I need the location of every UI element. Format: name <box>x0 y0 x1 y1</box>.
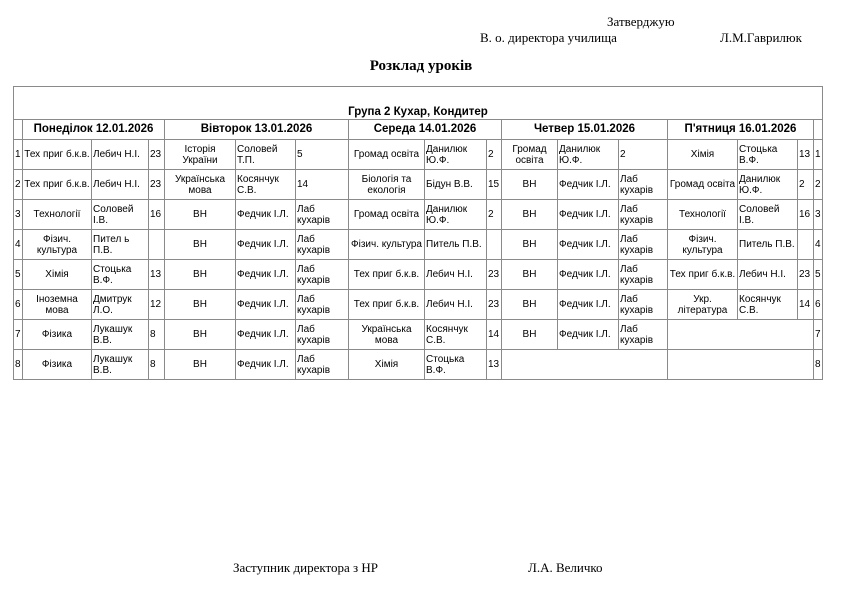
subject-monday: Фізика <box>23 350 92 380</box>
table-row <box>14 230 823 260</box>
subject-thursday: Громад освіта <box>502 140 558 170</box>
subject-wednesday: Громад освіта <box>349 200 425 230</box>
teacher-wednesday: Лебич Н.І. <box>425 260 487 290</box>
subject-friday: Технології <box>668 200 738 230</box>
room-monday: 16 <box>149 200 165 230</box>
subject-friday: Фізич. культура <box>668 230 738 260</box>
room-monday <box>149 230 165 260</box>
table-row <box>14 320 823 350</box>
table-row <box>14 350 823 380</box>
empty-cell-friday <box>668 320 814 350</box>
subject-monday: Фізич. культура <box>23 230 92 260</box>
subject-tuesday: ВН <box>165 260 236 290</box>
schedule-table <box>13 86 823 380</box>
teacher-thursday: Федчик І.Л. <box>558 290 619 320</box>
teacher-wednesday: Данилюк Ю.Ф. <box>425 200 487 230</box>
lesson-number: 4 <box>14 230 23 260</box>
room-monday: 23 <box>149 140 165 170</box>
teacher-monday: Соловей І.В. <box>92 200 149 230</box>
teacher-friday: Стоцька В.Ф. <box>738 140 798 170</box>
teacher-friday: Соловей І.В. <box>738 200 798 230</box>
day-header-spacer-right <box>814 120 823 140</box>
room-tuesday: 14 <box>296 170 349 200</box>
room-wednesday: 13 <box>487 350 502 380</box>
room-tuesday: Лаб кухарів <box>296 320 349 350</box>
teacher-tuesday: Федчик І.Л. <box>236 230 296 260</box>
teacher-thursday: Федчик І.Л. <box>558 260 619 290</box>
subject-thursday: ВН <box>502 320 558 350</box>
room-tuesday: Лаб кухарів <box>296 230 349 260</box>
room-wednesday <box>487 230 502 260</box>
subject-monday: Фізика <box>23 320 92 350</box>
room-thursday: 2 <box>619 140 668 170</box>
subject-thursday: ВН <box>502 260 558 290</box>
subject-wednesday: Біологія та екологія <box>349 170 425 200</box>
lesson-number-right: 2 <box>814 170 823 200</box>
day-header-monday: Понеділок 12.01.2026 <box>23 120 165 140</box>
table-row <box>14 140 823 170</box>
teacher-tuesday: Соловей Т.П. <box>236 140 296 170</box>
subject-wednesday: Тех приг б.к.в. <box>349 290 425 320</box>
teacher-wednesday: Стоцька В.Ф. <box>425 350 487 380</box>
teacher-friday: Лебич Н.І. <box>738 260 798 290</box>
teacher-monday: Стоцька В.Ф. <box>92 260 149 290</box>
teacher-monday: Дмитрук Л.О. <box>92 290 149 320</box>
teacher-monday: Лукашук В.В. <box>92 350 149 380</box>
teacher-monday: Лукашук В.В. <box>92 320 149 350</box>
room-wednesday: 14 <box>487 320 502 350</box>
lesson-number-right: 6 <box>814 290 823 320</box>
teacher-monday: Пител ь П.В. <box>92 230 149 260</box>
lesson-number-right: 1 <box>814 140 823 170</box>
subject-tuesday: Українська мова <box>165 170 236 200</box>
lesson-number: 8 <box>14 350 23 380</box>
table-row <box>14 200 823 230</box>
table-row <box>14 170 823 200</box>
subject-tuesday: ВН <box>165 200 236 230</box>
room-wednesday: 2 <box>487 140 502 170</box>
room-wednesday: 23 <box>487 290 502 320</box>
group-name: Група 2 Кухар, Кондитер <box>14 106 823 120</box>
teacher-tuesday: Федчик І.Л. <box>236 320 296 350</box>
room-friday: 14 <box>798 290 814 320</box>
room-monday: 8 <box>149 320 165 350</box>
teacher-friday: Данилюк Ю.Ф. <box>738 170 798 200</box>
subject-tuesday: ВН <box>165 230 236 260</box>
subject-wednesday: Тех приг б.к.в. <box>349 260 425 290</box>
room-tuesday: Лаб кухарів <box>296 260 349 290</box>
room-thursday: Лаб кухарів <box>619 200 668 230</box>
subject-monday: Технології <box>23 200 92 230</box>
empty-cell-friday <box>668 350 814 380</box>
room-thursday: Лаб кухарів <box>619 290 668 320</box>
deputy-director-label: Заступник директора з НР <box>233 560 379 575</box>
room-tuesday: Лаб кухарів <box>296 350 349 380</box>
room-friday: 13 <box>798 140 814 170</box>
lesson-number: 2 <box>14 170 23 200</box>
subject-wednesday: Громад освіта <box>349 140 425 170</box>
room-tuesday: Лаб кухарів <box>296 200 349 230</box>
subject-monday: Тех приг б.к.в. <box>23 140 92 170</box>
subject-wednesday: Хімія <box>349 350 425 380</box>
director-name: Л.М.Гаврилюк <box>720 30 802 45</box>
room-monday: 13 <box>149 260 165 290</box>
approve-label: Затверджую <box>607 14 675 29</box>
room-friday: 16 <box>798 200 814 230</box>
subject-tuesday: Історія України <box>165 140 236 170</box>
teacher-thursday: Федчик І.Л. <box>558 320 619 350</box>
teacher-tuesday: Федчик І.Л. <box>236 290 296 320</box>
lesson-number-right: 3 <box>814 200 823 230</box>
teacher-tuesday: Федчик І.Л. <box>236 200 296 230</box>
page-title: Розклад уроків <box>369 58 473 74</box>
lesson-number-right: 7 <box>814 320 823 350</box>
teacher-monday: Лебич Н.І. <box>92 170 149 200</box>
subject-wednesday: Українська мова <box>349 320 425 350</box>
subject-friday: Тех приг б.к.в. <box>668 260 738 290</box>
subject-thursday: ВН <box>502 230 558 260</box>
room-friday: 23 <box>798 260 814 290</box>
subject-tuesday: ВН <box>165 290 236 320</box>
empty-cell-thursday <box>502 350 668 380</box>
room-thursday: Лаб кухарів <box>619 170 668 200</box>
teacher-wednesday: Лебич Н.І. <box>425 290 487 320</box>
subject-thursday: ВН <box>502 170 558 200</box>
subject-tuesday: ВН <box>165 350 236 380</box>
room-thursday: Лаб кухарів <box>619 260 668 290</box>
teacher-thursday: Данилюк Ю.Ф. <box>558 140 619 170</box>
subject-tuesday: ВН <box>165 320 236 350</box>
teacher-wednesday: Данилюк Ю.Ф. <box>425 140 487 170</box>
room-monday: 23 <box>149 170 165 200</box>
room-monday: 8 <box>149 350 165 380</box>
day-header-thursday: Четвер 15.01.2026 <box>502 120 668 140</box>
day-header-wednesday: Середа 14.01.2026 <box>349 120 502 140</box>
room-thursday: Лаб кухарів <box>619 230 668 260</box>
subject-friday: Громад освіта <box>668 170 738 200</box>
teacher-tuesday: Косянчук С.В. <box>236 170 296 200</box>
day-header-friday: П'ятниця 16.01.2026 <box>668 120 814 140</box>
room-tuesday: 5 <box>296 140 349 170</box>
teacher-tuesday: Федчик І.Л. <box>236 260 296 290</box>
teacher-wednesday: Бідун В.В. <box>425 170 487 200</box>
subject-wednesday: Фізич. культура <box>349 230 425 260</box>
subject-monday: Хімія <box>23 260 92 290</box>
teacher-friday: Косянчук С.В. <box>738 290 798 320</box>
room-wednesday: 15 <box>487 170 502 200</box>
deputy-director-name: Л.А. Величко <box>528 560 603 575</box>
room-tuesday: Лаб кухарів <box>296 290 349 320</box>
teacher-monday: Лебич Н.І. <box>92 140 149 170</box>
teacher-thursday: Федчик І.Л. <box>558 230 619 260</box>
lesson-number: 1 <box>14 140 23 170</box>
table-row <box>14 260 823 290</box>
room-monday: 12 <box>149 290 165 320</box>
subject-monday: Іноземна мова <box>23 290 92 320</box>
room-wednesday: 23 <box>487 260 502 290</box>
day-header-spacer-left <box>14 120 23 140</box>
subject-friday: Укр. література <box>668 290 738 320</box>
day-header-tuesday: Вівторок 13.01.2026 <box>165 120 349 140</box>
teacher-thursday: Федчик І.Л. <box>558 170 619 200</box>
teacher-tuesday: Федчик І.Л. <box>236 350 296 380</box>
teacher-thursday: Федчик І.Л. <box>558 200 619 230</box>
lesson-number: 5 <box>14 260 23 290</box>
teacher-wednesday: Питель П.В. <box>425 230 487 260</box>
room-friday <box>798 230 814 260</box>
room-thursday: Лаб кухарів <box>619 320 668 350</box>
subject-monday: Тех приг б.к.в. <box>23 170 92 200</box>
lesson-number-right: 5 <box>814 260 823 290</box>
room-friday: 2 <box>798 170 814 200</box>
room-wednesday: 2 <box>487 200 502 230</box>
lesson-number-right: 8 <box>814 350 823 380</box>
subject-thursday: ВН <box>502 200 558 230</box>
teacher-wednesday: Косянчук С.В. <box>425 320 487 350</box>
subject-thursday: ВН <box>502 290 558 320</box>
table-row <box>14 290 823 320</box>
acting-director-label: В. о. директора училища <box>480 30 617 45</box>
lesson-number-right: 4 <box>814 230 823 260</box>
subject-friday: Хімія <box>668 140 738 170</box>
lesson-number: 6 <box>14 290 23 320</box>
table-top-spacer <box>14 87 823 107</box>
lesson-number: 3 <box>14 200 23 230</box>
lesson-number: 7 <box>14 320 23 350</box>
teacher-friday: Питель П.В. <box>738 230 798 260</box>
